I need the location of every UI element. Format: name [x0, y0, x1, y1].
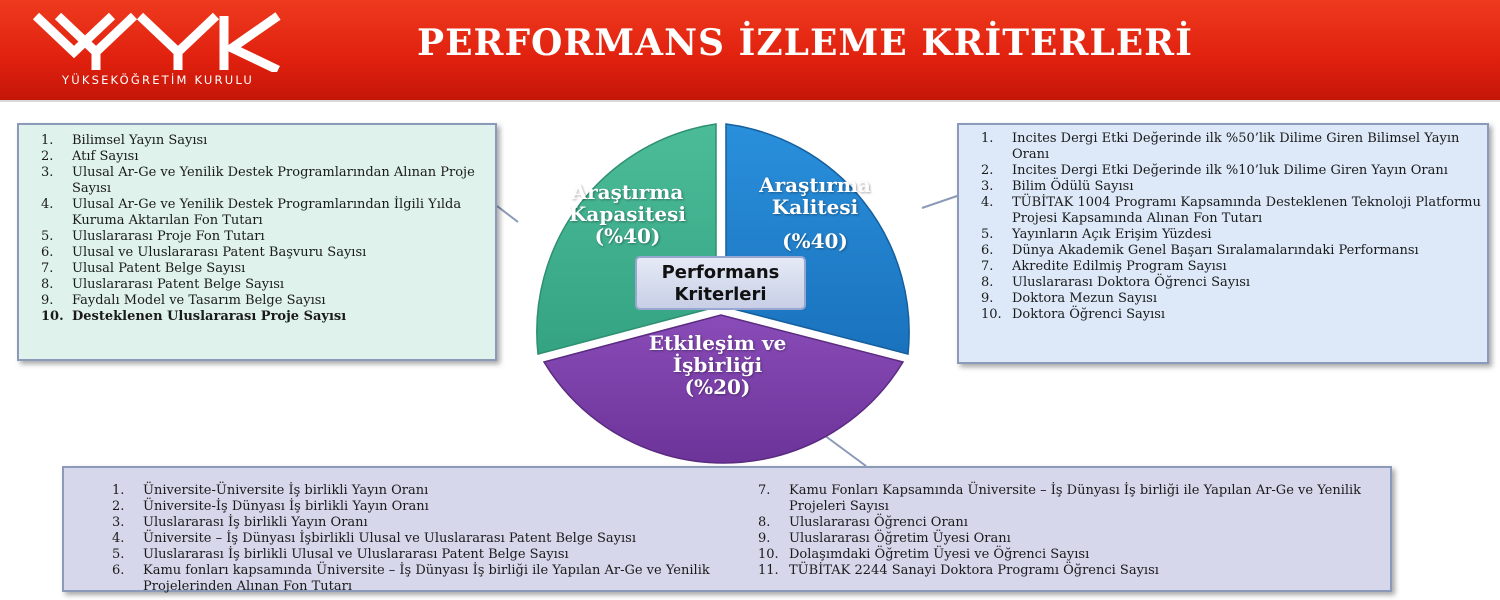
list-item — [981, 131, 1481, 163]
list-item-number: 9. — [981, 291, 994, 306]
list-item — [41, 197, 487, 229]
list-item-text: Desteklenen Uluslararası Proje Sayısı — [72, 309, 347, 324]
list-item — [112, 547, 762, 563]
list-item — [112, 499, 762, 515]
list-item-number: 9. — [758, 531, 771, 546]
bottom-list-column-1 — [112, 483, 762, 595]
list-item-text: Uluslararası İş birlikli Yayın Oranı — [143, 515, 368, 530]
list-item — [41, 229, 487, 245]
list-item-number: 6. — [41, 245, 54, 260]
page-title: PERFORMANS İZLEME KRİTERLERİ — [417, 22, 1193, 64]
list-item — [981, 259, 1481, 275]
list-item-number: 2. — [112, 499, 125, 514]
list-item — [981, 291, 1481, 307]
list-item-number: 9. — [41, 293, 54, 308]
list-item-text: Uluslararası Öğretim Üyesi Oranı — [789, 531, 1011, 546]
list-item — [112, 531, 762, 547]
list-item-text: Ulusal Ar-Ge ve Yenilik Destek Programlarından Alınan Proje Sayısı — [72, 165, 475, 196]
list-item-number: 8. — [41, 277, 54, 292]
connector-right — [922, 196, 957, 208]
list-item — [758, 531, 1398, 547]
list-item — [41, 309, 487, 325]
list-item-number: 2. — [981, 163, 994, 178]
logo-text: YÜKSEKÖĞRETİM KURULU — [62, 73, 254, 87]
list-item — [981, 195, 1481, 227]
list-item-number: 1. — [112, 483, 125, 498]
arastirma-kalitesi-list — [981, 131, 1481, 323]
segment-name: Etkileşim ve İşbirliği — [648, 331, 787, 377]
segment-label-kapasite — [540, 181, 715, 247]
bottom-list-column-2 — [758, 483, 1398, 579]
list-item-number: 1. — [41, 133, 54, 148]
list-item-number: 5. — [41, 229, 54, 244]
list-item-number: 10. — [41, 309, 64, 324]
list-item — [981, 275, 1481, 291]
list-item-text: Uluslararası Proje Fon Tutarı — [72, 229, 265, 244]
list-item-text: Ulusal Patent Belge Sayısı — [72, 261, 246, 276]
list-item — [112, 483, 762, 499]
etkilesim-isbirligi-list-box — [62, 466, 1392, 592]
list-item-number: 10. — [981, 307, 1002, 322]
list-item — [758, 563, 1398, 579]
list-item-text: Kamu Fonları Kapsamında Üniversite – İş Dünyası İş birliği ile Yapılan Ar-Ge ve Yenilik Projeleri Sayısı — [789, 483, 1362, 514]
list-item-text: Incites Dergi Etki Değerinde ilk %10’luk Dilime Giren Yayın Oranı — [1012, 163, 1448, 178]
segment-percent: (%40) — [782, 229, 848, 253]
list-item-text: Doktora Öğrenci Sayısı — [1012, 307, 1166, 322]
list-item — [41, 133, 487, 149]
list-item-number: 4. — [41, 197, 54, 212]
list-item-text: Uluslararası Doktora Öğrenci Sayısı — [1012, 275, 1251, 290]
list-item-number: 10. — [758, 547, 779, 562]
list-item-number: 7. — [981, 259, 994, 274]
list-item-text: TÜBİTAK 1004 Programı Kapsamında Desteklenen Teknoloji Platformu Projesi Kapsamında Alınan Fon Tutarı — [1012, 195, 1481, 226]
list-item-number: 3. — [112, 515, 125, 530]
list-item-number: 6. — [981, 243, 994, 258]
list-item-text: Ulusal Ar-Ge ve Yenilik Destek Programlarından İlgili Yılda Kuruma Aktarılan Fon Tutarı — [72, 197, 462, 228]
segment-name: Araştırma Kalitesi — [759, 173, 871, 219]
list-item-text: Dünya Akademik Genel Başarı Sıralamalarındaki Performansı — [1012, 243, 1419, 258]
segment-percent: (%40) — [594, 224, 661, 248]
list-item-text: Uluslararası Öğrenci Oranı — [789, 515, 968, 530]
list-item-number: 8. — [758, 515, 771, 530]
list-item-text: Bilimsel Yayın Sayısı — [72, 133, 208, 148]
center-label-box: Performans Kriterleri — [635, 256, 806, 310]
list-item-text: Üniversite-İş Dünyası İş birlikli Yayın Oranı — [143, 499, 429, 514]
list-item — [41, 277, 487, 293]
list-item — [41, 245, 487, 261]
list-item — [981, 227, 1481, 243]
segment-label-kalite — [730, 174, 900, 252]
list-item-text: Uluslararası İş birlikli Ulusal ve Uluslararası Patent Belge Sayısı — [143, 547, 569, 562]
list-item — [41, 165, 487, 197]
list-item-number: 5. — [981, 227, 994, 242]
list-item — [981, 163, 1481, 179]
list-item-text: Yayınların Açık Erişim Yüzdesi — [1012, 227, 1212, 242]
list-item — [981, 179, 1481, 195]
list-item-text: Dolaşımdaki Öğretim Üyesi ve Öğrenci Sayısı — [789, 547, 1090, 562]
list-item-text: TÜBİTAK 2244 Sanayi Doktora Programı Öğrenci Sayısı — [789, 563, 1159, 578]
list-item-text: Incites Dergi Etki Değerinde ilk %50’lik Dilime Giren Bilimsel Yayın Oranı — [1012, 131, 1460, 162]
list-item-number: 7. — [758, 483, 771, 498]
list-item-number: 2. — [41, 149, 54, 164]
arastirma-kalitesi-list-box — [957, 123, 1489, 364]
list-item — [41, 261, 487, 277]
list-item-text: Üniversite – İş Dünyası İşbirlikli Ulusal ve Uluslararası Patent Belge Sayısı — [143, 531, 636, 546]
list-item-text: Ulusal ve Uluslararası Patent Başvuru Sayısı — [72, 245, 367, 260]
list-item — [112, 563, 762, 595]
list-item-text: Üniversite-Üniversite İş birlikli Yayın Oranı — [143, 483, 429, 498]
list-item-text: Bilim Ödülü Sayısı — [1012, 179, 1134, 194]
list-item-number: 4. — [981, 195, 994, 210]
etkilesim-list-1 — [112, 483, 762, 595]
list-item-number: 7. — [41, 261, 54, 276]
list-item-text: Doktora Mezun Sayısı — [1012, 291, 1157, 306]
segment-name: Araştırma Kapasitesi — [569, 180, 686, 226]
list-item-number: 3. — [41, 165, 54, 180]
list-item — [758, 547, 1398, 563]
arastirma-kapasitesi-list-box — [17, 123, 497, 361]
list-item-number: 3. — [981, 179, 994, 194]
arastirma-kapasitesi-list — [41, 133, 487, 325]
list-item-number: 11. — [758, 563, 779, 578]
list-item-text: Kamu fonları kapsamında Üniversite – İş Dünyası İş birliği ile Yapılan Ar-Ge ve Yenilik Projelerinden Alınan Fon Tutarı — [143, 563, 710, 594]
segment-percent: (%20) — [684, 375, 751, 399]
list-item-number: 1. — [981, 131, 994, 146]
list-item — [981, 243, 1481, 259]
list-item-text: Faydalı Model ve Tasarım Belge Sayısı — [72, 293, 326, 308]
list-item-text: Akredite Edilmiş Program Sayısı — [1012, 259, 1227, 274]
list-item-text: Uluslararası Patent Belge Sayısı — [72, 277, 285, 292]
etkilesim-list-2 — [758, 483, 1398, 579]
list-item — [112, 515, 762, 531]
list-item-number: 6. — [112, 563, 125, 578]
list-item — [41, 293, 487, 309]
segment-label-etkilesim — [630, 332, 805, 398]
list-item — [758, 515, 1398, 531]
list-item-text: Atıf Sayısı — [72, 149, 139, 164]
list-item — [41, 149, 487, 165]
list-item-number: 5. — [112, 547, 125, 562]
connector-left — [497, 206, 518, 222]
list-item — [981, 307, 1481, 323]
list-item-number: 8. — [981, 275, 994, 290]
list-item-number: 4. — [112, 531, 125, 546]
list-item — [758, 483, 1398, 515]
